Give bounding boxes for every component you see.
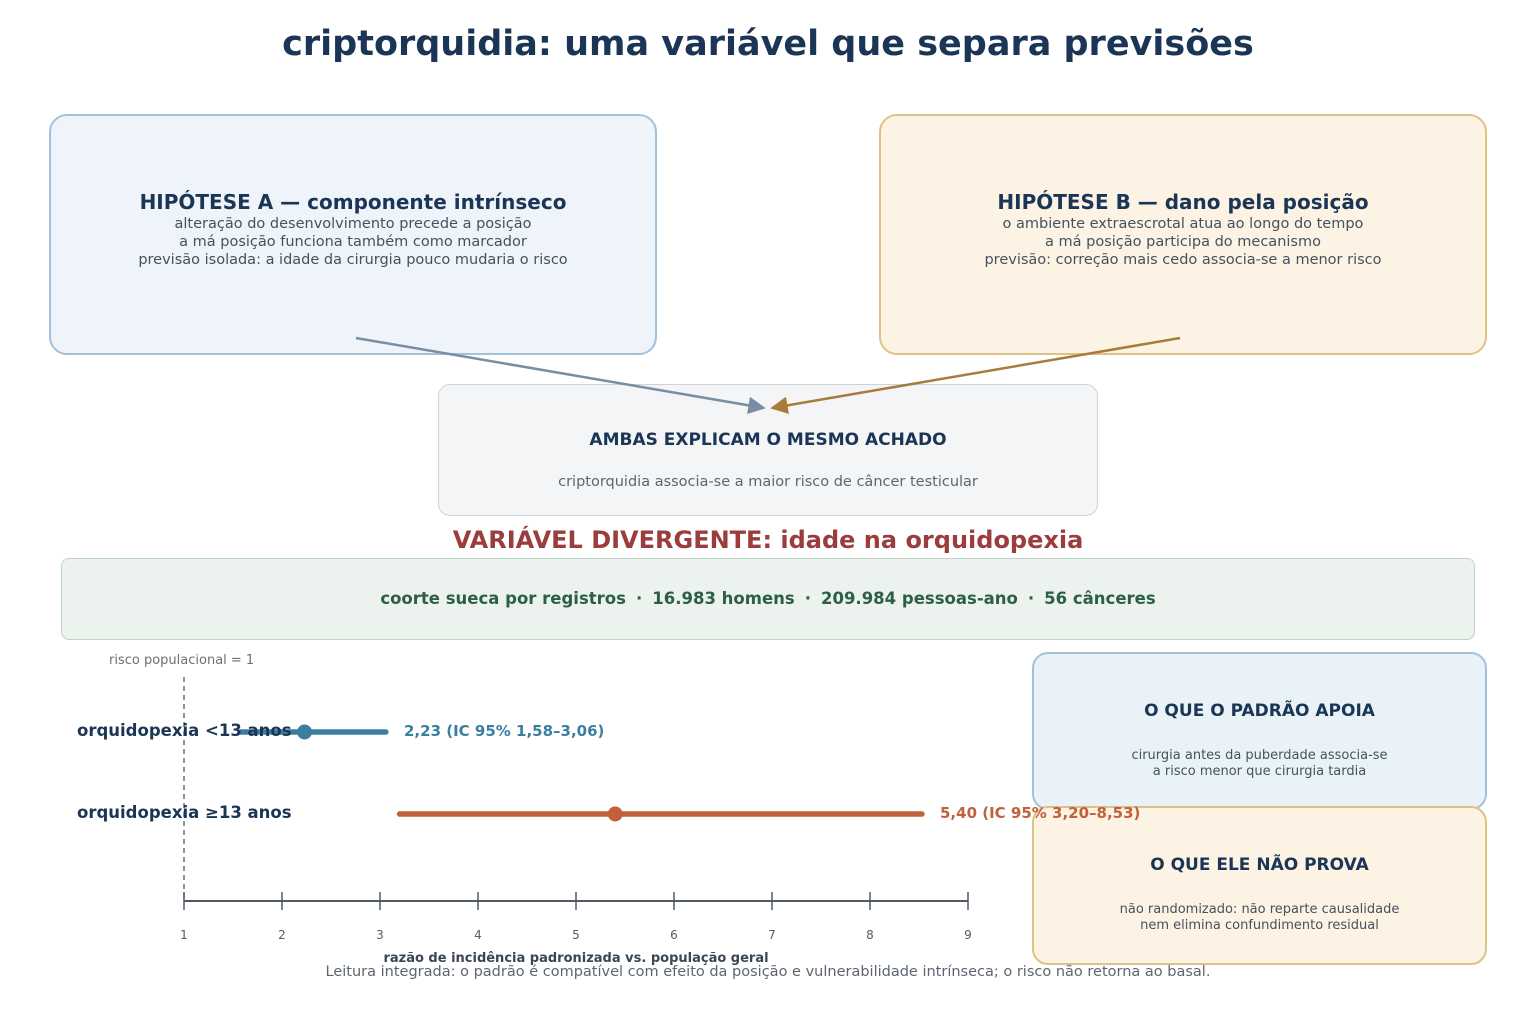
point-estimate <box>297 725 312 740</box>
x-axis-tick-label: 4 <box>474 928 482 942</box>
not-proves-title: O QUE ELE NÃO PROVA <box>1150 855 1369 875</box>
supports-card <box>1032 652 1487 810</box>
x-axis-tick-label: 9 <box>964 928 972 942</box>
hypothesis-a-line: previsão isolada: a idade da cirurgia pouco mudaria o risco <box>138 252 568 268</box>
cohort-item: 16.983 homens <box>652 589 795 608</box>
hypothesis-a-line: alteração do desenvolvimento precede a posição <box>174 216 532 232</box>
hypothesis-a-title: HIPÓTESE A — componente intrínseco <box>139 190 567 214</box>
supports-line: a risco menor que cirurgia tardia <box>1152 764 1367 779</box>
x-axis-tick-label: 2 <box>278 928 286 942</box>
cohort-item: 56 cânceres <box>1044 589 1156 608</box>
cohort-separator: · <box>804 589 811 608</box>
divergent-variable-heading: VARIÁVEL DIVERGENTE: idade na orquidopexia <box>452 526 1084 554</box>
cohort-separator: · <box>1027 589 1035 608</box>
supports-line: cirurgia antes da puberdade associa-se <box>1131 748 1388 763</box>
x-axis-tick-label: 1 <box>180 928 188 942</box>
row-label-early: orquidopexia <13 anos <box>77 721 292 740</box>
page-title: criptorquidia: uma variável que separa previsões <box>282 24 1254 64</box>
hypothesis-b-line: previsão: correção mais cedo associa-se a menor risco <box>984 252 1382 268</box>
reference-line-label: risco populacional = 1 <box>109 653 255 668</box>
x-axis-tick-label: 3 <box>376 928 384 942</box>
cohort-separator: · <box>635 589 643 608</box>
row-value-late: 5,40 (IC 95% 3,20–8,53) <box>940 804 1141 822</box>
row-label-late: orquidopexia ≥13 anos <box>77 803 292 822</box>
row-value-early: 2,23 (IC 95% 1,58–3,06) <box>404 722 605 740</box>
hypothesis-a-card <box>49 114 657 355</box>
cohort-banner <box>61 558 1475 640</box>
shared-finding-title: AMBAS EXPLICAM O MESMO ACHADO <box>589 430 947 450</box>
x-axis-label: razão de incidência padronizada vs. população geral <box>383 951 769 966</box>
shared-finding-subtitle: criptorquidia associa-se a maior risco de câncer testicular <box>558 474 978 490</box>
cohort-item: 209.984 pessoas-ano <box>820 589 1018 608</box>
supports-title: O QUE O PADRÃO APOIA <box>1144 701 1375 721</box>
footer-note: Leitura integrada: o padrão é compatível com efeito da posição e vulnerabilidade intrínseca; o risco não retorna ao basal. <box>325 964 1211 980</box>
x-axis-tick-label: 6 <box>670 928 678 942</box>
x-axis-tick-label: 7 <box>768 928 776 942</box>
hypothesis-b-card <box>879 114 1487 355</box>
hypothesis-b-line: o ambiente extraescrotal atua ao longo do tempo <box>1002 216 1364 232</box>
hypothesis-a-line: a má posição funciona também como marcador <box>179 234 527 250</box>
not-proves-line: nem elimina confundimento residual <box>1140 918 1379 933</box>
not-proves-line: não randomizado: não reparte causalidade <box>1119 902 1400 917</box>
hypothesis-b-title: HIPÓTESE B — dano pela posição <box>997 190 1369 214</box>
cohort-item: coorte sueca por registros <box>380 589 626 608</box>
hypothesis-b-line: a má posição participa do mecanismo <box>1045 234 1321 250</box>
x-axis-tick-label: 5 <box>572 928 580 942</box>
point-estimate <box>608 807 623 822</box>
x-axis-tick-label: 8 <box>866 928 874 942</box>
forest-plot <box>184 677 968 910</box>
not-proves-card <box>1032 806 1487 965</box>
shared-finding-card <box>438 384 1098 516</box>
